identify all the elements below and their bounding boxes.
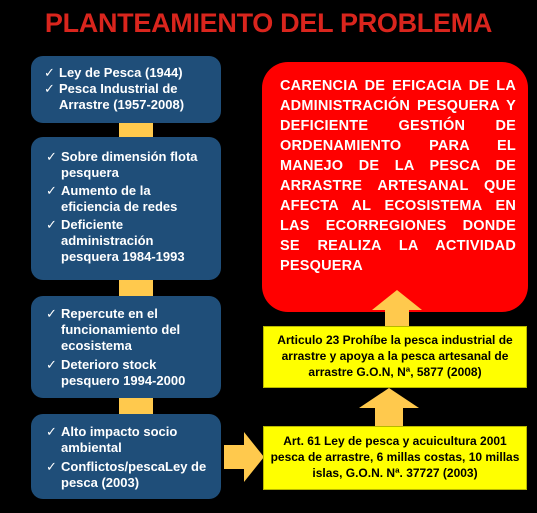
up-arrow-icon: [359, 388, 419, 426]
problem-statement-box: CARENCIA DE EFICACIA DE LA ADMINISTRACIÓN PESQUERA Y DEFICIENTE GESTIÓN DE ORDENAMIENTO PARA EL MANEJO DE LA PESCA DE ARRASTRE ARTESANAL QUE AFECTA AL ECOSISTEMA EN LAS ECORREGIONES DONDE SE REALIZA LA ACTIVIDAD PESQUERA: [262, 62, 528, 312]
list-item-text: Deterioro stock pesquero 1994-2000: [61, 357, 186, 388]
cause-box-4: [31, 414, 221, 499]
list-item: [43, 424, 213, 456]
list-item-text: Deficiente administración pesquera 1984-1993: [61, 217, 185, 264]
list-item: [43, 217, 213, 265]
list-item-text: Sobre dimensión flota pesquera: [61, 149, 198, 180]
connector-2-3: [119, 280, 153, 296]
list-item: [41, 65, 213, 81]
cause-box-2: [31, 137, 221, 280]
cause-box-3: [31, 296, 221, 398]
check-icon: ✓: [46, 459, 57, 474]
list-item: [43, 459, 213, 491]
list-item: [43, 357, 213, 389]
check-icon: ✓: [46, 149, 57, 164]
cause-box-1: [31, 56, 221, 123]
list-item-text: Pesca Industrial de Arrastre (1957-2008): [59, 81, 185, 112]
check-icon: ✓: [46, 424, 57, 439]
page-title: PLANTEAMIENTO DEL PROBLEMA: [44, 8, 493, 38]
check-icon: ✓: [44, 81, 55, 96]
check-icon: ✓: [44, 65, 55, 80]
article-23-box: Articulo 23 Prohíbe la pesca industrial de arrastre y apoya a la pesca artesanal de arrastre G.O.N, Nª, 5877 (2008): [263, 326, 527, 388]
check-icon: ✓: [46, 217, 57, 232]
list-item-text: Alto impacto socio ambiental: [61, 424, 178, 455]
list-item-text: Aumento de la eficiencia de redes: [61, 183, 178, 214]
right-arrow-icon: [224, 432, 264, 482]
check-icon: ✓: [46, 357, 57, 372]
connector-3-4: [119, 398, 153, 414]
check-icon: ✓: [46, 183, 57, 198]
check-icon: ✓: [46, 306, 57, 321]
article-61-box: Art. 61 Ley de pesca y acuicultura 2001 pesca de arrastre, 6 millas costas, 10 millas islas, G.O.N. Nª. 37727 (2003): [263, 426, 527, 490]
list-item-text: Repercute en el funcionamiento del ecosistema: [61, 306, 181, 353]
list-item: [43, 149, 213, 181]
up-arrow-icon: [372, 290, 422, 326]
list-item: [43, 306, 213, 354]
list-item: [41, 81, 213, 113]
list-item-text: Conflictos/pescaLey de pesca (2003): [61, 459, 207, 490]
list-item-text: Ley de Pesca (1944): [59, 65, 183, 80]
connector-1-2: [119, 123, 153, 137]
list-item: [43, 183, 213, 215]
